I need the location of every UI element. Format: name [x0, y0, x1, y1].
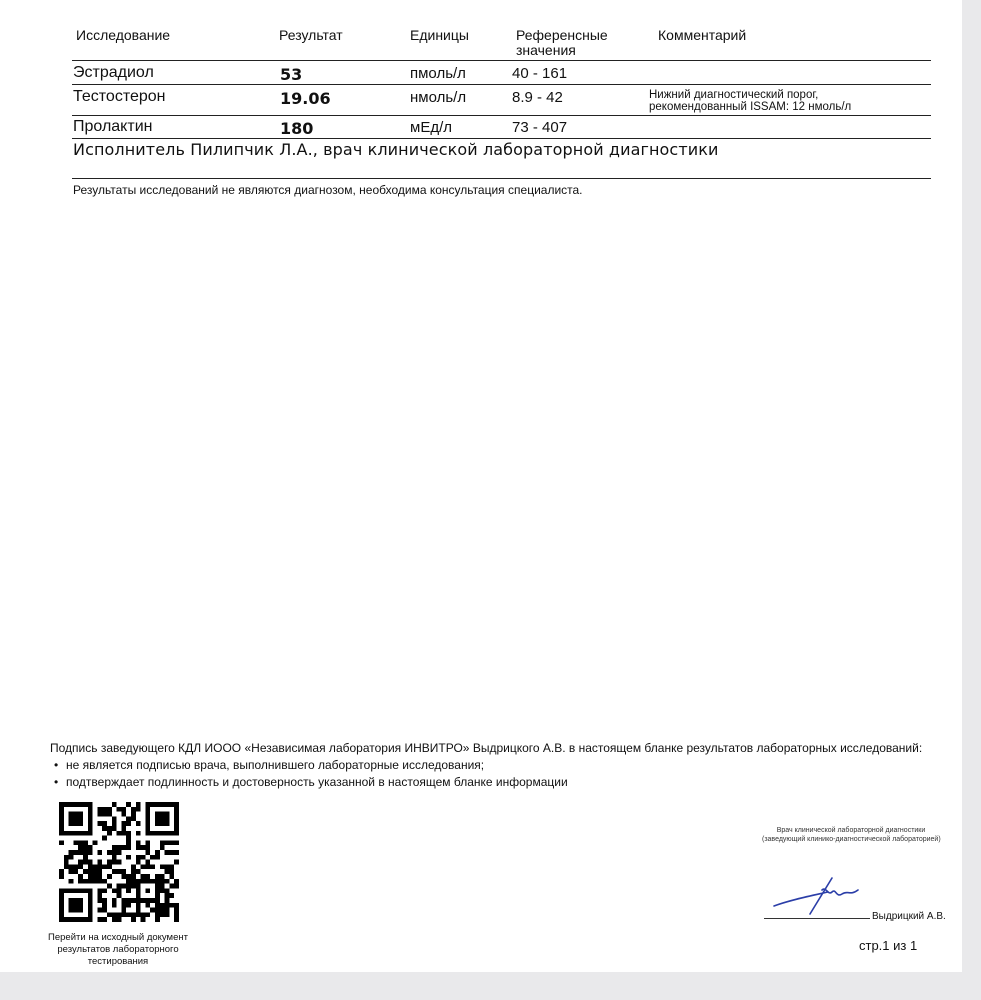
qr-caption: Перейти на исходный документ результатов лабораторного тестирования — [48, 932, 188, 967]
header-test: Исследование — [76, 27, 171, 43]
header-divider — [72, 60, 931, 61]
row-testosterone-name: Тестостерон — [73, 88, 166, 105]
signer-name: Выдрицкий А.В. — [872, 911, 946, 922]
signature-note-list — [50, 757, 922, 791]
row-divider — [72, 84, 931, 85]
disclaimer-divider — [72, 178, 931, 179]
header-comment: Комментарий — [658, 27, 747, 43]
row-testosterone-comment: Нижний диагностический порог, рекомендованный ISSAM: 12 нмоль/л — [649, 89, 852, 113]
row-testosterone-reference: 8.9 - 42 — [512, 89, 563, 106]
header-reference: Референсные значения — [516, 27, 608, 58]
row-estradiol-value: 53 — [280, 65, 303, 84]
row-testosterone-unit: нмоль/л — [410, 89, 467, 106]
row-prolactin-name: Пролактин — [73, 118, 153, 135]
row-testosterone-value: 19.06 — [280, 89, 331, 108]
signature-note: Подпись заведующего КДЛ ИООО «Независимая лаборатория ИНВИТРО» Выдрицкого А.В. в настоящем бланке результатов лабораторных исследований: — [50, 741, 923, 755]
page-number: стр.1 из 1 — [859, 938, 918, 953]
header-units: Единицы — [410, 27, 469, 43]
row-estradiol-name: Эстрадиол — [73, 64, 154, 81]
row-prolactin-value: 180 — [280, 119, 314, 138]
row-prolactin-reference: 73 - 407 — [512, 119, 568, 136]
signature-icon — [770, 870, 870, 920]
executor-line: Исполнитель Пилипчик Л.А., врач клинической лабораторной диагностики — [73, 140, 719, 159]
signature-note-block — [50, 740, 922, 791]
disclaimer: Результаты исследований не являются диагнозом, необходима консультация специалиста. — [73, 183, 583, 197]
signer-title: Врач клинической лабораторной диагностики (заведующий клинико-диагностической лабораторией) — [762, 827, 941, 843]
signature-note-bullet: • не является подписью врача, выполнившего лабораторные исследования; — [66, 757, 922, 774]
header-result: Результат — [279, 27, 343, 43]
row-divider — [72, 138, 931, 139]
row-prolactin-unit: мЕд/л — [410, 119, 452, 136]
signature-note-bullet: • подтверждает подлинность и достоверность указанной в настоящем бланке информации — [66, 774, 922, 791]
row-divider — [72, 115, 931, 116]
signature-line — [764, 918, 870, 919]
qr-code-icon[interactable] — [59, 802, 179, 922]
row-estradiol-reference: 40 - 161 — [512, 65, 568, 82]
row-estradiol-unit: пмоль/л — [410, 65, 466, 82]
